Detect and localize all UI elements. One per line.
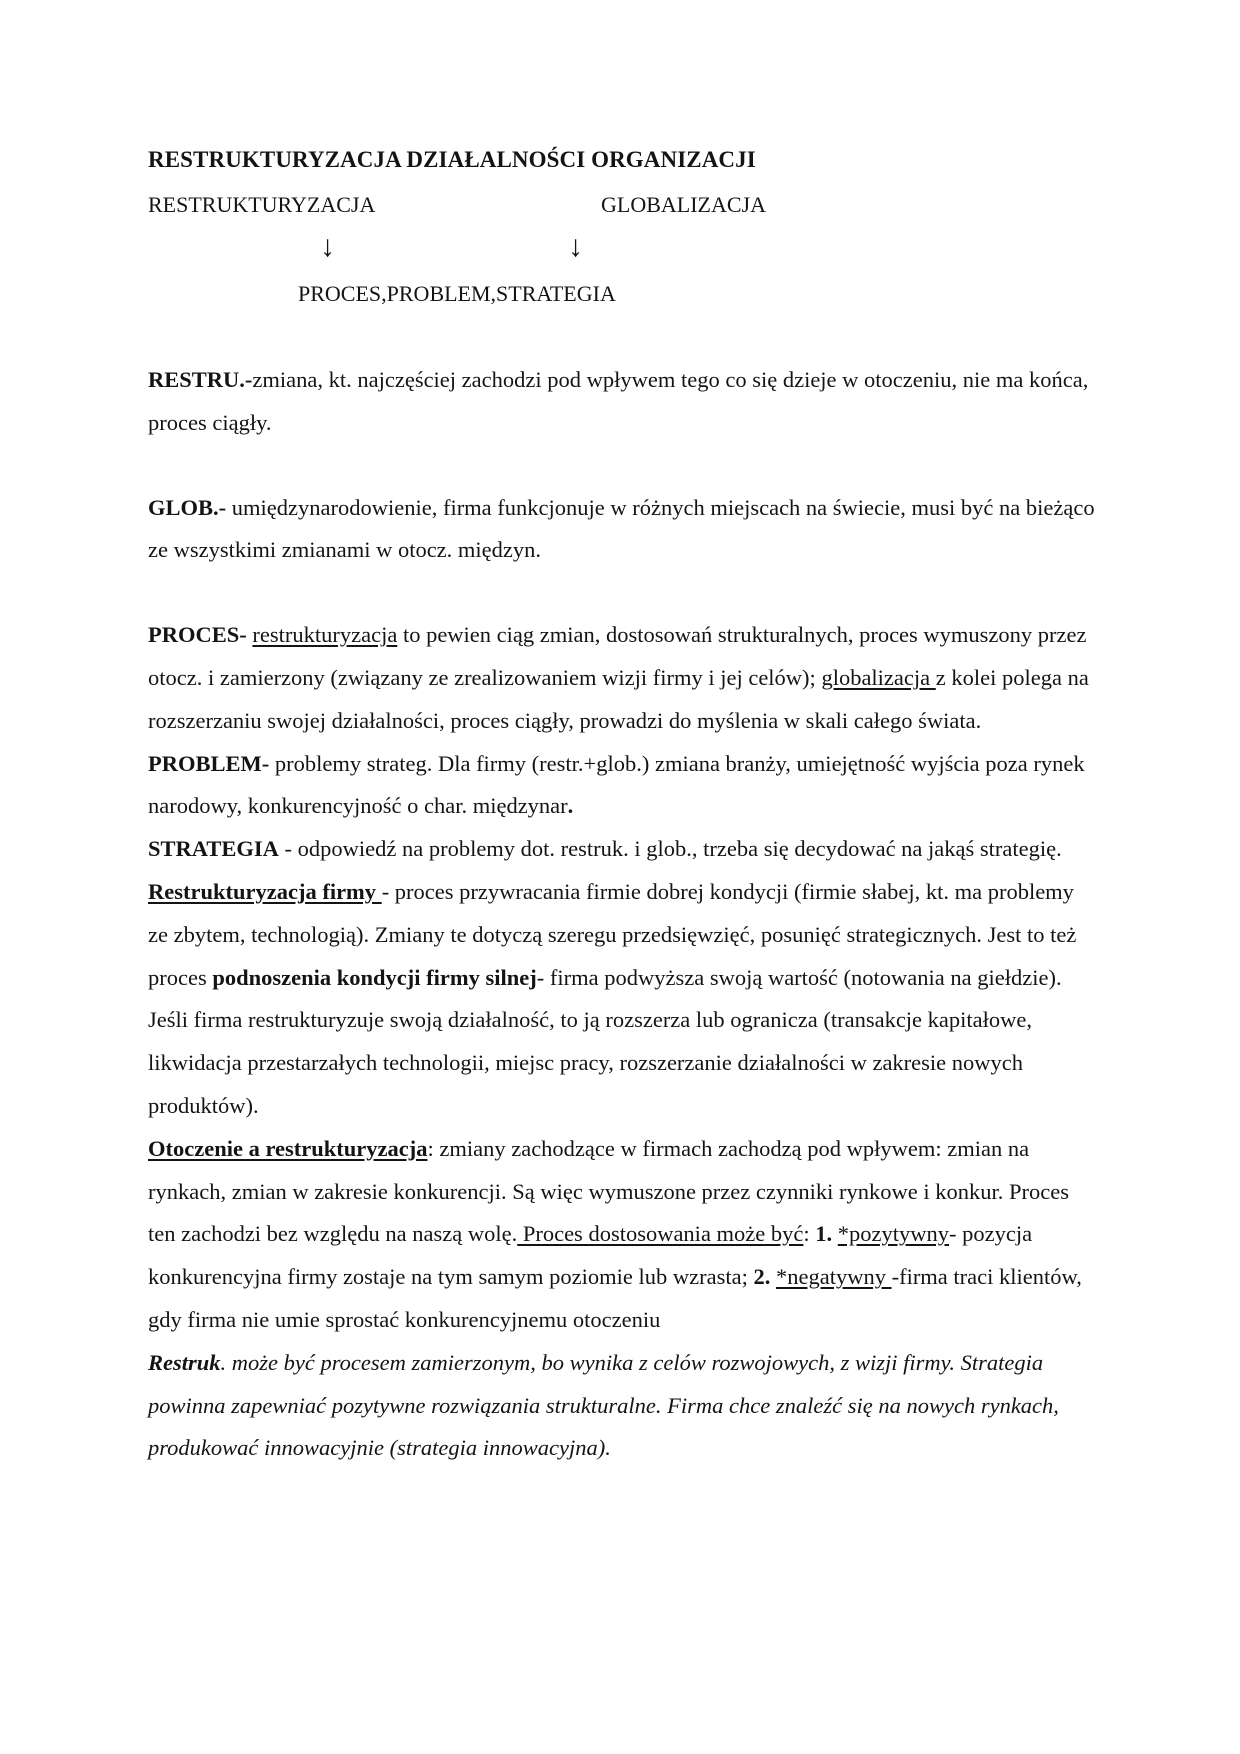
paragraph-text: problemy strateg. Dla firmy (restr.+glob.) zmiana branży, umiejętność wyjścia poza rynek narodowy, konkurencyjność o char. międzynar: [148, 750, 1085, 819]
paragraph-text: - pozycja konkurencyjna firmy zostaje na tym samym poziomie lub wzrasta;: [148, 1221, 1033, 1290]
list-number: 2.: [753, 1264, 771, 1290]
term-restruk: Restruk: [148, 1349, 221, 1375]
term-otoczenie-a-restrukturyzacja: Otoczenie a restrukturyzacja: [148, 1135, 428, 1161]
document-title: RESTRUKTURYZACJA DZIAŁALNOŚCI ORGANIZACJI: [148, 147, 756, 172]
underlined-globalizacja: globalizacja: [821, 664, 936, 690]
paragraph-glob: [148, 487, 1098, 573]
arrow-down-icon: ↓: [568, 230, 583, 263]
paragraph-end-dot: .: [567, 793, 574, 819]
paragraph-text: to pewien ciąg zmian, dostosowań strukturalnych, proces wymuszony przez otocz. i zamierzony (związany ze zrealizowaniem wizji firmy i jej celów);: [148, 622, 1087, 690]
term-restrukturyzacja-firmy: Restrukturyzacja firmy: [148, 878, 382, 904]
paragraph-text: -firma traci klientów, gdy firma nie umie sprostać konkurencyjnemu otoczeniu: [148, 1264, 1082, 1332]
paragraph-proces: [148, 614, 1098, 742]
paragraph-text: : zmiany zachodzące w firmach zachodzą pod wpływem: zmian na rynkach, zmian w zakresie konkurencji. Są więc wymuszone przez czynniki rynkowe i konkur. Proces ten zachodzi bez względu na naszą wolę.: [148, 1135, 1069, 1247]
paragraph-text: :: [803, 1221, 816, 1247]
term-glob: GLOB.-: [148, 494, 227, 520]
paragraph-problem: [148, 743, 1098, 829]
paragraph-otoczenie: [148, 1128, 1098, 1342]
term-proces: PROCES-: [148, 622, 247, 648]
underlined-negatywny: *negatywny: [775, 1264, 892, 1290]
paragraph-text: umiędzynarodowienie, firma funkcjonuje w różnych miejscach na świecie, musi być na bieżąco ze wszystkimi zmianami w otocz. międzyn.: [148, 494, 1095, 563]
underlined-proces-dostosowania: Proces dostosowania może być: [517, 1221, 804, 1247]
list-number: 1.: [815, 1221, 833, 1247]
paragraph-text: z kolei polega na rozszerzaniu swojej działalności, proces ciągły, prowadzi do myślenia w skali całego świata.: [148, 664, 1089, 733]
paragraph-text: - proces przywracania firmie dobrej kondycji (firmie słabej, kt. ma problemy ze zbytem, technologią). Zmiany te dotyczą szeregu przedsięwzięć, posunięć strategicznych. Jest to też proces: [148, 878, 1077, 990]
paragraph-restru: [148, 359, 1098, 445]
underlined-restrukturyzacja: restrukturyzacja: [252, 622, 398, 648]
paragraph-text: - firma podwyższa swoją wartość (notowania na giełdzie). Jeśli firma restrukturyzuje swoją działalność, to ją rozszerza lub ogranicza (transakcje kapitałowe, likwidacja przestarzałych technologii, miejsc pracy, rozszerzanie działalności w zakresie nowych produktów).: [148, 964, 1062, 1118]
document-body: [148, 359, 1098, 1470]
term-restru: RESTRU.-: [148, 367, 253, 392]
header-globalizacja: GLOBALIZACJA: [601, 192, 766, 217]
arrow-down-icon: ↓: [320, 230, 335, 263]
term-problem: PROBLEM-: [148, 750, 270, 776]
header-restrukturyzacja: RESTRUKTURYZACJA: [148, 192, 376, 217]
paragraph-final: [148, 1342, 1098, 1470]
paragraph-text: - odpowiedź na problemy dot. restruk. i glob., trzeba się decydować na jakąś strategię.: [278, 836, 1062, 862]
bold-phrase: podnoszenia kondycji firmy silnej: [212, 964, 537, 990]
paragraph-strategia: [148, 828, 1098, 871]
paragraph-restrukturyzacja-firmy: [148, 871, 1098, 1128]
term-strategia: STRATEGIA: [148, 836, 279, 862]
subtitle-proces-problem-strategia: PROCES,PROBLEM,STRATEGIA: [298, 281, 616, 306]
paragraph-text: . może być procesem zamierzonym, bo wynika z celów rozwojowych, z wizji firmy. Strategia powinna zapewniać pozytywne rozwiązania strukturalne. Firma chce znaleźć się na nowych rynkach, produkować innowacyjnie (strategia innowacyjna).: [148, 1349, 1059, 1461]
underlined-pozytywny: *pozytywny: [837, 1221, 950, 1247]
paragraph-text: zmiana, kt. najczęściej zachodzi pod wpływem tego co się dzieje w otoczeniu, nie ma końca, proces ciągły.: [148, 367, 1089, 435]
